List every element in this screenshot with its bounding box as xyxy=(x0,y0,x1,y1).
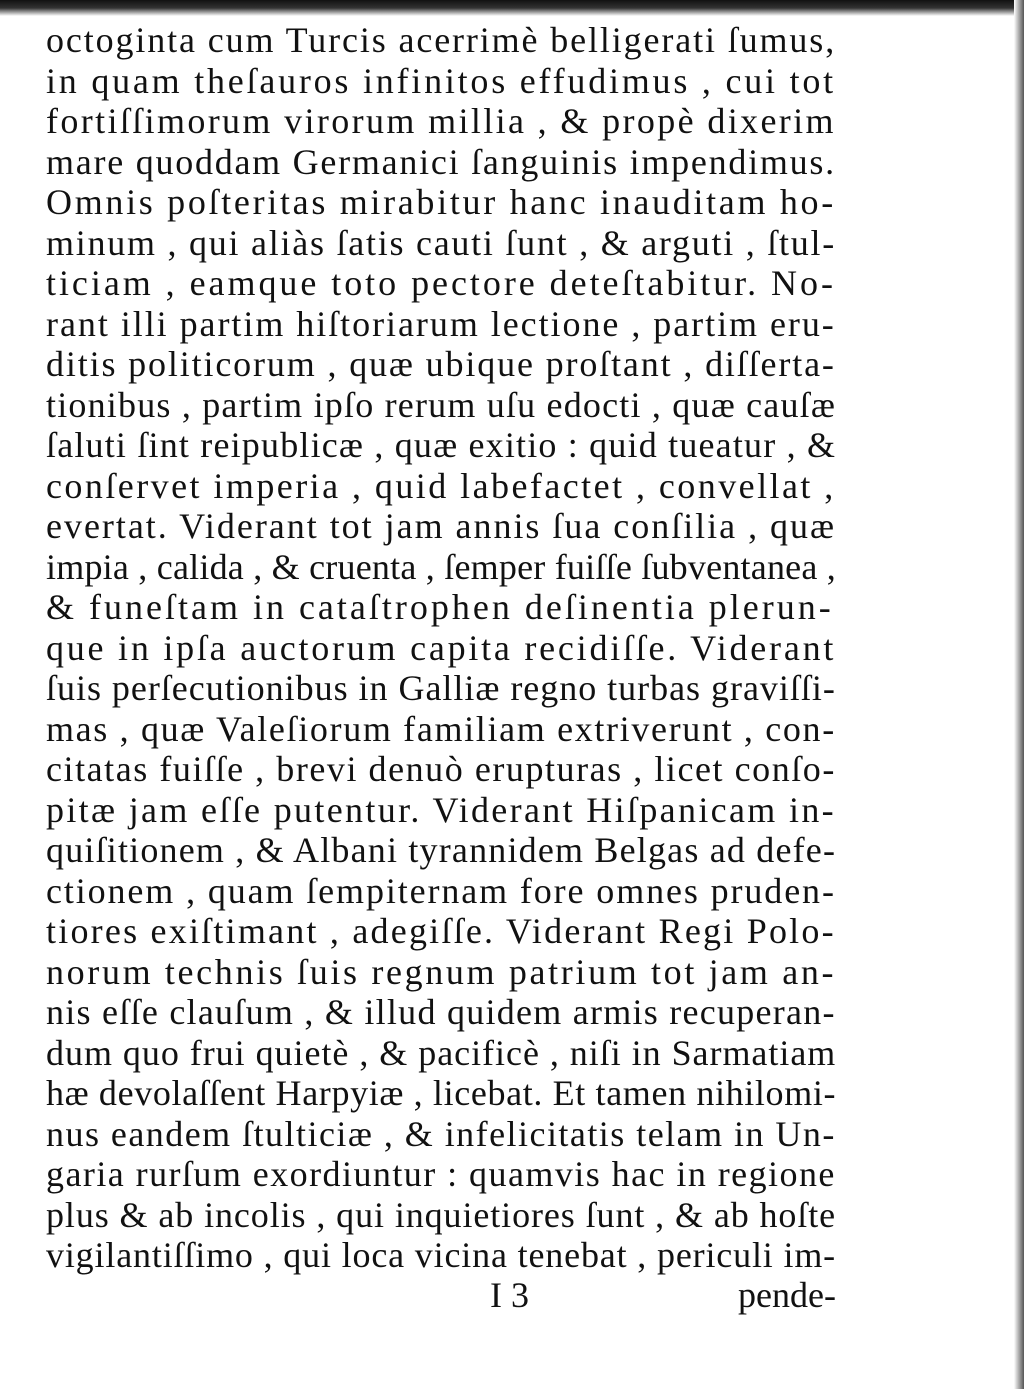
text-line-6: minum , qui aliàs ſatis cauti ſunt , & arguti , ſtul- xyxy=(46,222,836,263)
page-footer xyxy=(46,1274,836,1318)
signature-mark: I 3 xyxy=(490,1275,529,1315)
text-line-21: quiſitionem , & Albani tyrannidem Belgas ad defe- xyxy=(46,830,836,870)
text-line-24: norum technis ſuis regnum patrium tot jam an- xyxy=(46,951,836,992)
text-line-13: evertat. Viderant tot jam annis ſua conſilia , quæ xyxy=(46,506,836,546)
text-line-18: mas , quæ Valeſiorum familiam extriverunt , con- xyxy=(46,708,836,749)
catchword: pende- xyxy=(738,1275,836,1315)
text-line-30: plus & ab incolis , qui inquietiores ſunt , & ab hoſte xyxy=(46,1194,836,1235)
text-line-4: mare quoddam Germanici ſanguinis impendimus. xyxy=(46,141,836,182)
text-line-17: ſuis perſecutionibus in Galliæ regno turbas graviſſi- xyxy=(46,668,836,708)
text-line-9: ditis politicorum , quæ ubique proſtant , diſſerta- xyxy=(46,344,836,384)
text-line-16: que in ipſa auctorum capita recidiſſe. Viderant xyxy=(46,627,836,668)
text-line-19: citatas fuiſſe , brevi denuò erupturas , licet conſo- xyxy=(46,749,836,789)
text-line-12: conſervet imperia , quid labefactet , convellat , xyxy=(46,465,836,506)
text-line-1: octoginta cum Turcis acerrimè belligerati ſumus, xyxy=(46,20,836,60)
text-line-22: ctionem , quam ſempiternam fore omnes pruden- xyxy=(46,870,836,911)
latin-text-block xyxy=(46,20,836,1276)
text-line-7: ticiam , eamque toto pectore deteſtabitur. No- xyxy=(46,263,836,303)
text-line-27: hæ devolaſſent Harpyiæ , licebat. Et tamen nihilomi- xyxy=(46,1073,836,1113)
text-line-8: rant illi partim hiſtoriarum lectione , partim eru- xyxy=(46,303,836,344)
text-line-20: pitæ jam eſſe putentur. Viderant Hiſpanicam in- xyxy=(46,789,836,830)
text-line-25: nis eſſe clauſum , & illud quidem armis recuperan- xyxy=(46,992,836,1032)
text-line-2: in quam theſauros infinitos effudimus , cui tot xyxy=(46,60,836,101)
text-line-31: vigilantiſſimo , qui loca vicina tenebat , periculi im- xyxy=(46,1235,836,1275)
text-line-15: & funeſtam in cataſtrophen deſinentia plerun- xyxy=(46,587,834,627)
text-line-26: dum quo frui quietè , & pacificè , niſi in Sarmatiam xyxy=(46,1032,836,1073)
text-line-28: nus eandem ſtulticiæ , & infelicitatis telam in Un- xyxy=(46,1113,836,1154)
text-line-5: Omnis poſteritas mirabitur hanc inauditam ho- xyxy=(46,182,836,222)
text-line-10: tionibus , partim ipſo rerum uſu edocti , quæ cauſæ xyxy=(46,384,836,425)
text-line-11: ſaluti ſint reipublicæ , quæ exitio : quid tueatur , & xyxy=(46,425,836,465)
text-line-14: impia , calida , & cruenta , ſemper fuiſſe ſubventanea , xyxy=(46,546,836,587)
page-top-edge-shadow xyxy=(0,0,1024,16)
text-line-3: fortiſſimorum virorum millia , & propè dixerim xyxy=(46,101,836,141)
page-right-edge-shadow xyxy=(1014,0,1024,1389)
text-line-23: tiores exiſtimant , adegiſſe. Viderant Regi Polo- xyxy=(46,911,836,951)
text-line-29: garia rurſum exordiuntur : quamvis hac in regione xyxy=(46,1154,836,1194)
